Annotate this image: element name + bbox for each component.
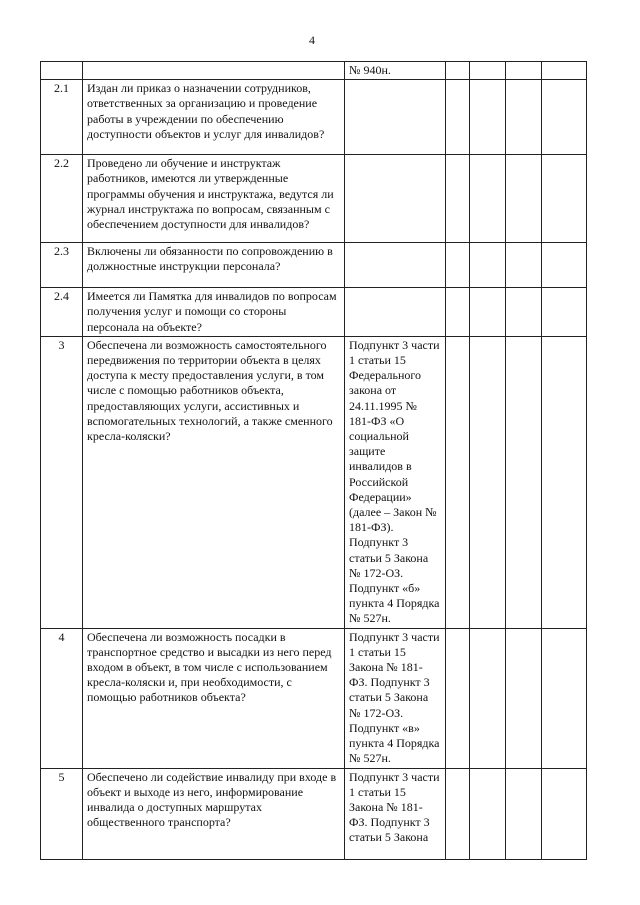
reference-cell: Подпункт 3 части 1 статьи 15 Федерального закона от 24.11.1995 № 181-ФЗ «О социальной защите инвалидов в Российской Федерации» (далее – Закон № 181-ФЗ). Подпункт 3 статьи 5 Закона № 172-ОЗ. Подпункт «б» пункта 4 Порядка № 527н.	[345, 336, 446, 628]
question-cell	[83, 62, 345, 80]
row-number-cell: 2.3	[41, 243, 83, 288]
row-number-cell: 5	[41, 768, 83, 859]
table-row	[41, 243, 587, 288]
answer-cell-yes	[446, 62, 470, 80]
answer-cell-note	[542, 768, 587, 859]
answer-cell-na	[506, 768, 542, 859]
answer-cell-note	[542, 80, 587, 155]
reference-cell	[345, 80, 446, 155]
table-row	[41, 628, 587, 768]
question-cell: Обеспечено ли содействие инвалиду при входе в объект и выходе из него, информирование инвалида о доступных маршрутах общественного транспорта?	[83, 768, 345, 859]
table-row	[41, 80, 587, 155]
answer-cell-note	[542, 155, 587, 243]
answer-cell-no	[470, 62, 506, 80]
answer-cell-no	[470, 336, 506, 628]
row-number-cell: 2.2	[41, 155, 83, 243]
reference-cell	[345, 155, 446, 243]
answer-cell-yes	[446, 155, 470, 243]
answer-cell-no	[470, 80, 506, 155]
answer-cell-no	[470, 243, 506, 288]
answer-cell-na	[506, 628, 542, 768]
table-row	[41, 62, 587, 80]
answer-cell-no	[470, 155, 506, 243]
reference-cell	[345, 288, 446, 337]
answer-cell-na	[506, 155, 542, 243]
reference-cell: Подпункт 3 части 1 статьи 15 Закона № 181-ФЗ. Подпункт 3 статьи 5 Закона	[345, 768, 446, 859]
table-row	[41, 288, 587, 337]
answer-cell-no	[470, 768, 506, 859]
question-cell: Имеется ли Памятка для инвалидов по вопросам получения услуг и помощи со стороны персонала на объекте?	[83, 288, 345, 337]
reference-cell	[345, 243, 446, 288]
row-number-cell: 2.1	[41, 80, 83, 155]
answer-cell-note	[542, 288, 587, 337]
answer-cell-yes	[446, 80, 470, 155]
answer-cell-no	[470, 628, 506, 768]
answer-cell-yes	[446, 288, 470, 337]
answer-cell-yes	[446, 768, 470, 859]
question-cell: Обеспечена ли возможность посадки в транспортное средство и высадки из него перед входом в объект, в том числе с использованием кресла-коляски и, при необходимости, с помощью работников объекта?	[83, 628, 345, 768]
table-row	[41, 768, 587, 859]
question-cell: Проведено ли обучение и инструктаж работников, имеются ли утвержденные программы обучения и инструктажа, ведутся ли журнал инструктажа по вопросам, связанным с обеспечением доступности для инвалидов?	[83, 155, 345, 243]
answer-cell-note	[542, 62, 587, 80]
answer-cell-note	[542, 628, 587, 768]
question-cell: Включены ли обязанности по сопровождению в должностные инструкции персонала?	[83, 243, 345, 288]
answer-cell-note	[542, 243, 587, 288]
answer-cell-note	[542, 336, 587, 628]
table-row	[41, 336, 587, 628]
row-number-cell: 2.4	[41, 288, 83, 337]
answer-cell-no	[470, 288, 506, 337]
answer-cell-na	[506, 336, 542, 628]
reference-cell: № 940н.	[345, 62, 446, 80]
answer-cell-yes	[446, 336, 470, 628]
question-cell: Издан ли приказ о назначении сотрудников, ответственных за организацию и проведение работы в учреждении по обеспечению доступности объектов и услуг для инвалидов?	[83, 80, 345, 155]
answer-cell-na	[506, 243, 542, 288]
answer-cell-na	[506, 288, 542, 337]
row-number-cell	[41, 62, 83, 80]
row-number-cell: 3	[41, 336, 83, 628]
question-cell: Обеспечена ли возможность самостоятельного передвижения по территории объекта в целях доступа к месту предоставления услуги, в том числе с помощью работников объекта, предоставляющих услуги, ассистивных и вспомогательных технологий, а также сменного кресла-коляски?	[83, 336, 345, 628]
page-number: 4	[309, 33, 315, 47]
answer-cell-yes	[446, 243, 470, 288]
row-number-cell: 4	[41, 628, 83, 768]
checklist-table	[40, 61, 587, 860]
reference-cell: Подпункт 3 части 1 статьи 15 Закона № 181-ФЗ. Подпункт 3 статьи 5 Закона № 172-ОЗ. Подпункт «в» пункта 4 Порядка № 527н.	[345, 628, 446, 768]
answer-cell-na	[506, 80, 542, 155]
answer-cell-yes	[446, 628, 470, 768]
answer-cell-na	[506, 62, 542, 80]
table-row	[41, 155, 587, 243]
